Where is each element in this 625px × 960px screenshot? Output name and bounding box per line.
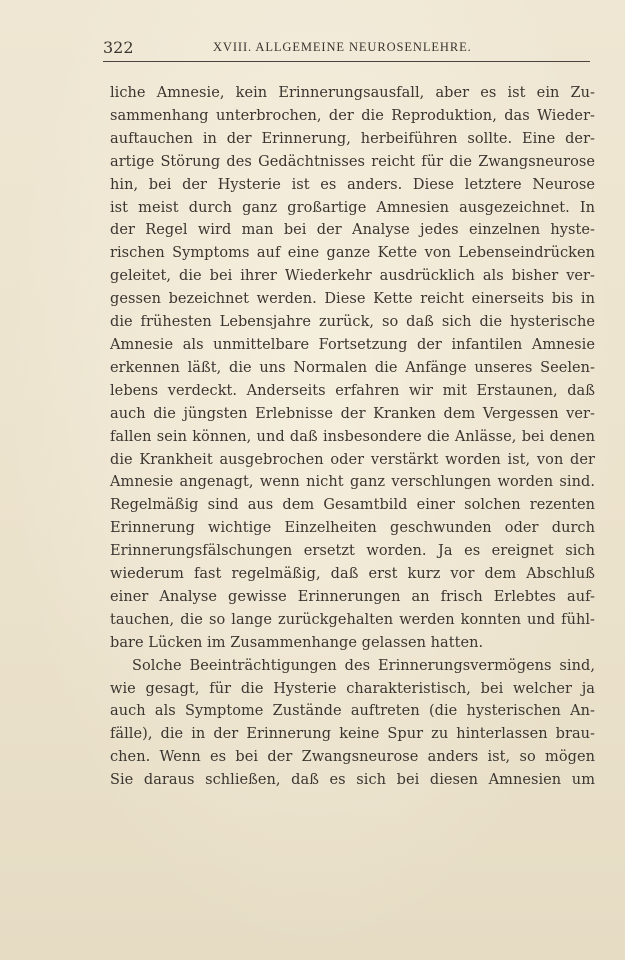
text-line: wiederum fast regelmäßig, daß erst kurz vor dem Abschluß: [110, 566, 595, 583]
text-line: tauchen, die so lange zurückgehalten werden konnten und fühl-: [110, 611, 595, 628]
text-line: artige Störung des Gedächtnisses reicht für die Zwangsneurose: [110, 153, 595, 170]
text-line: die frühesten Lebensjahre zurück, so daß sich die hysterische: [110, 314, 595, 331]
text-line: der Regel wird man bei der Analyse jedes einzelnen hyste-: [110, 222, 595, 239]
text-line: hin, bei der Hysterie ist es anders. Diese letztere Neurose: [110, 176, 595, 193]
page-header: [103, 38, 588, 58]
text-line: einer Analyse gewisse Erinnerungen an frisch Erlebtes auf-: [110, 588, 595, 605]
page-number: 322: [103, 38, 134, 57]
text-line: Erinnerung wichtige Einzelheiten geschwunden oder durch: [110, 520, 595, 537]
text-line: Sie daraus schließen, daß es sich bei diesen Amnesien um: [110, 772, 595, 789]
text-line: Amnesie als unmittelbare Fortsetzung der infantilen Amnesie: [110, 336, 595, 353]
running-head: XVIII. ALLGEMEINE NEUROSENLEHRE.: [213, 40, 472, 54]
text-line: erkennen läßt, die uns Normalen die Anfänge unseres Seelen-: [110, 359, 595, 376]
text-line: ist meist durch ganz großartige Amnesien ausgezeichnet. In: [110, 199, 595, 216]
text-line: auch die jüngsten Erlebnisse der Kranken dem Vergessen ver-: [110, 405, 595, 422]
text-line: chen. Wenn es bei der Zwangsneurose anders ist, so mögen: [110, 749, 595, 766]
text-line: die Krankheit ausgebrochen oder verstärkt worden ist, von der: [110, 451, 595, 468]
header-rule: [103, 61, 590, 62]
text-line: auftauchen in der Erinnerung, herbeiführen sollte. Eine der-: [110, 130, 595, 147]
text-line: Erinnerungsfälschungen ersetzt worden. Ja es ereignet sich: [110, 543, 595, 560]
text-line: fälle), die in der Erinnerung keine Spur zu hinterlassen brau-: [110, 726, 595, 743]
text-line: gessen bezeichnet werden. Diese Kette reicht einerseits bis in: [110, 291, 595, 308]
text-line: fallen sein können, und daß insbesondere die Anlässe, bei denen: [110, 428, 595, 445]
text-line: sammenhang unterbrochen, der die Reproduktion, das Wieder-: [110, 107, 595, 124]
text-line-paragraph-end: bare Lücken im Zusammenhange gelassen hatten.: [110, 634, 484, 651]
text-line: lebens verdeckt. Anderseits erfahren wir mit Erstaunen, daß: [110, 382, 595, 399]
text-line: rischen Symptoms auf eine ganze Kette von Lebenseindrücken: [110, 245, 595, 262]
text-line: wie gesagt, für die Hysterie charakteristisch, bei welcher ja: [110, 680, 595, 697]
text-line-paragraph-start: Solche Beeinträchtigungen des Erinnerungsvermögens sind,: [132, 657, 595, 674]
text-line: liche Amnesie, kein Erinnerungsausfall, aber es ist ein Zu-: [110, 85, 595, 101]
text-line: geleitet, die bei ihrer Wiederkehr ausdrücklich als bisher ver-: [110, 268, 595, 285]
text-line: Amnesie angenagt, wenn nicht ganz verschlungen worden sind.: [110, 474, 595, 491]
text-line: Regelmäßig sind aus dem Gesamtbild einer solchen rezenten: [110, 497, 595, 514]
body-text: [110, 82, 595, 792]
text-line: auch als Symptome Zustände auftreten (die hysterischen An-: [110, 703, 595, 720]
